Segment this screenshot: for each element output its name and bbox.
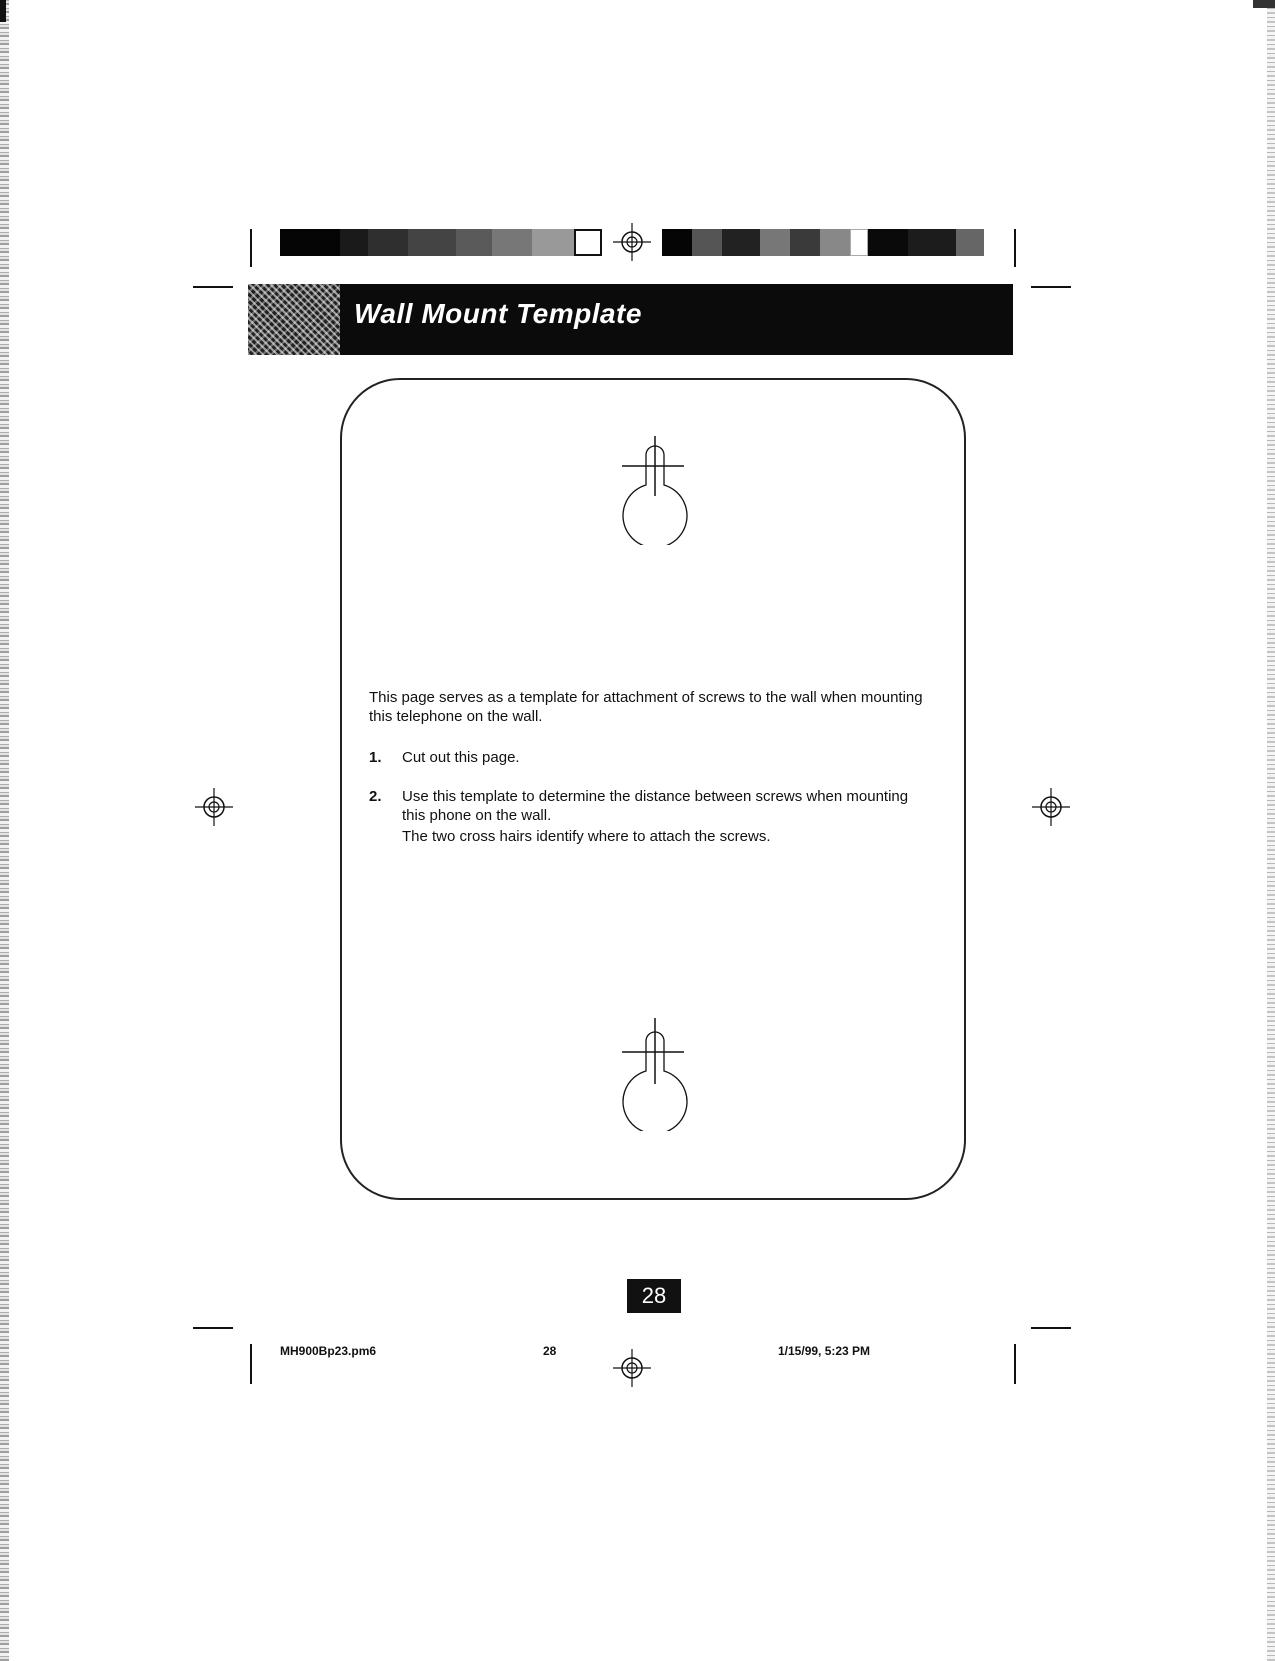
step-number: 1. [369,749,382,766]
registration-mark-left [194,787,234,827]
intro-paragraph: This page serves as a template for attachment of screws to the wall when mounting this telephone on the wall. [369,689,923,725]
crop-mark-top-left-vertical [250,229,252,267]
footer-page: 28 [543,1344,557,1358]
crop-mark-bottom-right-horizontal [1031,1327,1071,1329]
footer-timestamp: 1/15/99, 5:23 PM [778,1344,871,1358]
crop-mark-top-left-horizontal [193,286,233,288]
footer-filename: MH900Bp23.pm6 [280,1344,377,1358]
screw-crosshair-bottom [618,1016,688,1131]
crop-mark-top-right-vertical [1014,229,1016,267]
crop-mark-top-right-horizontal [1031,286,1071,288]
step-number: 2. [369,788,382,805]
banner-pattern [248,284,340,355]
registration-mark-right [1031,787,1071,827]
page-number-badge: 28 [627,1279,681,1313]
scan-edge-right [1267,0,1275,1661]
scan-mark-top-right [1253,0,1275,8]
crop-mark-bottom-left-horizontal [193,1327,233,1329]
screw-crosshair-top [618,430,688,545]
step-text-continued: The two cross hairs identify where to attach the screws. [402,828,771,845]
crop-mark-bottom-right-vertical [1014,1344,1016,1384]
title-banner [248,284,1013,355]
crop-mark-bottom-left-vertical [250,1344,252,1384]
step-text: Cut out this page. [402,749,520,766]
step-text: Use this template to determine the distance between screws when mounting this phone on the wall. [402,788,909,824]
page-title: Wall Mount Template [354,298,642,329]
scan-edge-left [0,0,9,1661]
registration-mark-bottom [612,1348,652,1388]
registration-mark-top [612,222,652,262]
scan-mark-top-left [0,0,6,22]
